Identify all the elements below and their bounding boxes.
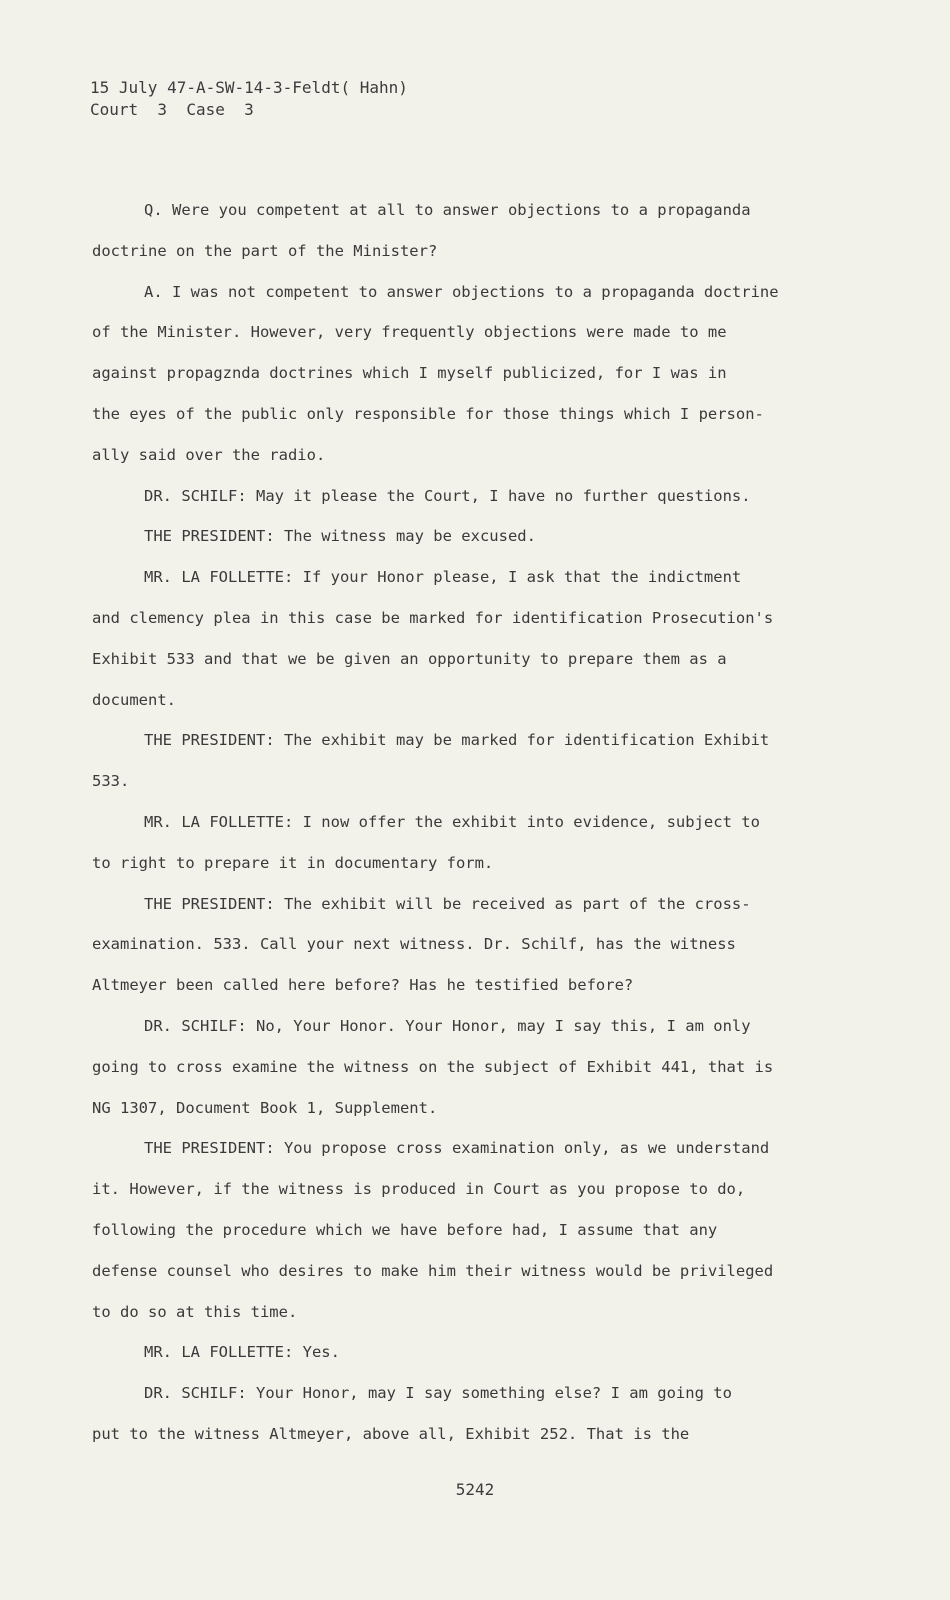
transcript-body [92, 190, 852, 1455]
transcript-line: Altmeyer been called here before? Has he testified before? [92, 976, 634, 995]
transcript-line: A. I was not competent to answer objections to a propaganda doctrine [144, 282, 779, 301]
transcript-line: MR. LA FOLLETTE: If your Honor please, I ask that the indictment [144, 568, 742, 587]
transcript-line: document. [92, 690, 176, 709]
transcript-line: to right to prepare it in documentary form. [92, 853, 494, 872]
transcript-line: doctrine on the part of the Minister? [92, 241, 438, 260]
transcript-line: MR. LA FOLLETTE: Yes. [144, 1343, 340, 1362]
page-number: 5242 [455, 1480, 495, 1499]
transcript-line: the eyes of the public only responsible for those things which I person- [92, 404, 764, 423]
transcript-line: DR. SCHILF: May it please the Court, I have no further questions. [144, 486, 751, 505]
transcript-line: ally said over the radio. [92, 445, 326, 464]
transcript-line: examination. 533. Call your next witness. Dr. Schilf, has the witness [92, 935, 736, 954]
transcript-line: to do so at this time. [92, 1302, 298, 1321]
transcript-line: going to cross examine the witness on the subject of Exhibit 441, that is [92, 1057, 774, 1076]
header-line-court: Court 3 Case 3 [90, 100, 254, 119]
transcript-line: defense counsel who desires to make him their witness would be privileged [92, 1261, 774, 1280]
transcript-line: Q. Were you competent at all to answer objections to a propaganda [144, 201, 751, 219]
transcript-line: THE PRESIDENT: The witness may be excused. [144, 527, 536, 546]
transcript-line: DR. SCHILF: No, Your Honor. Your Honor, may I say this, I am only [144, 1016, 751, 1035]
header-line-date-case: 15 July 47-A-SW-14-3-Feldt( Hahn) [90, 78, 408, 97]
transcript-line: and clemency plea in this case be marked for identification Prosecution's [92, 608, 774, 627]
transcript-line: it. However, if the witness is produced in Court as you propose to do, [92, 1180, 746, 1199]
transcript-line: THE PRESIDENT: The exhibit will be received as part of the cross- [144, 894, 751, 913]
transcript-line: Exhibit 533 and that we be given an opportunity to prepare them as a [92, 649, 727, 668]
transcript-line: MR. LA FOLLETTE: I now offer the exhibit into evidence, subject to [144, 812, 760, 831]
transcript-line: of the Minister. However, very frequently objections were made to me [92, 323, 727, 342]
document-header [90, 77, 408, 121]
transcript-line: THE PRESIDENT: The exhibit may be marked for identification Exhibit [144, 731, 770, 750]
transcript-line: following the procedure which we have before had, I assume that any [92, 1220, 718, 1239]
transcript-line: 533. [92, 772, 130, 791]
transcript-line: DR. SCHILF: Your Honor, may I say something else? I am going to [144, 1384, 732, 1403]
transcript-line: THE PRESIDENT: You propose cross examination only, as we understand [144, 1139, 770, 1158]
transcript-line: put to the witness Altmeyer, above all, Exhibit 252. That is the [92, 1424, 690, 1443]
transcript-line: against propagzndа doctrines which I myself publicized, for I was in [92, 364, 727, 383]
transcript-line: NG 1307, Document Book 1, Supplement. [92, 1098, 438, 1117]
